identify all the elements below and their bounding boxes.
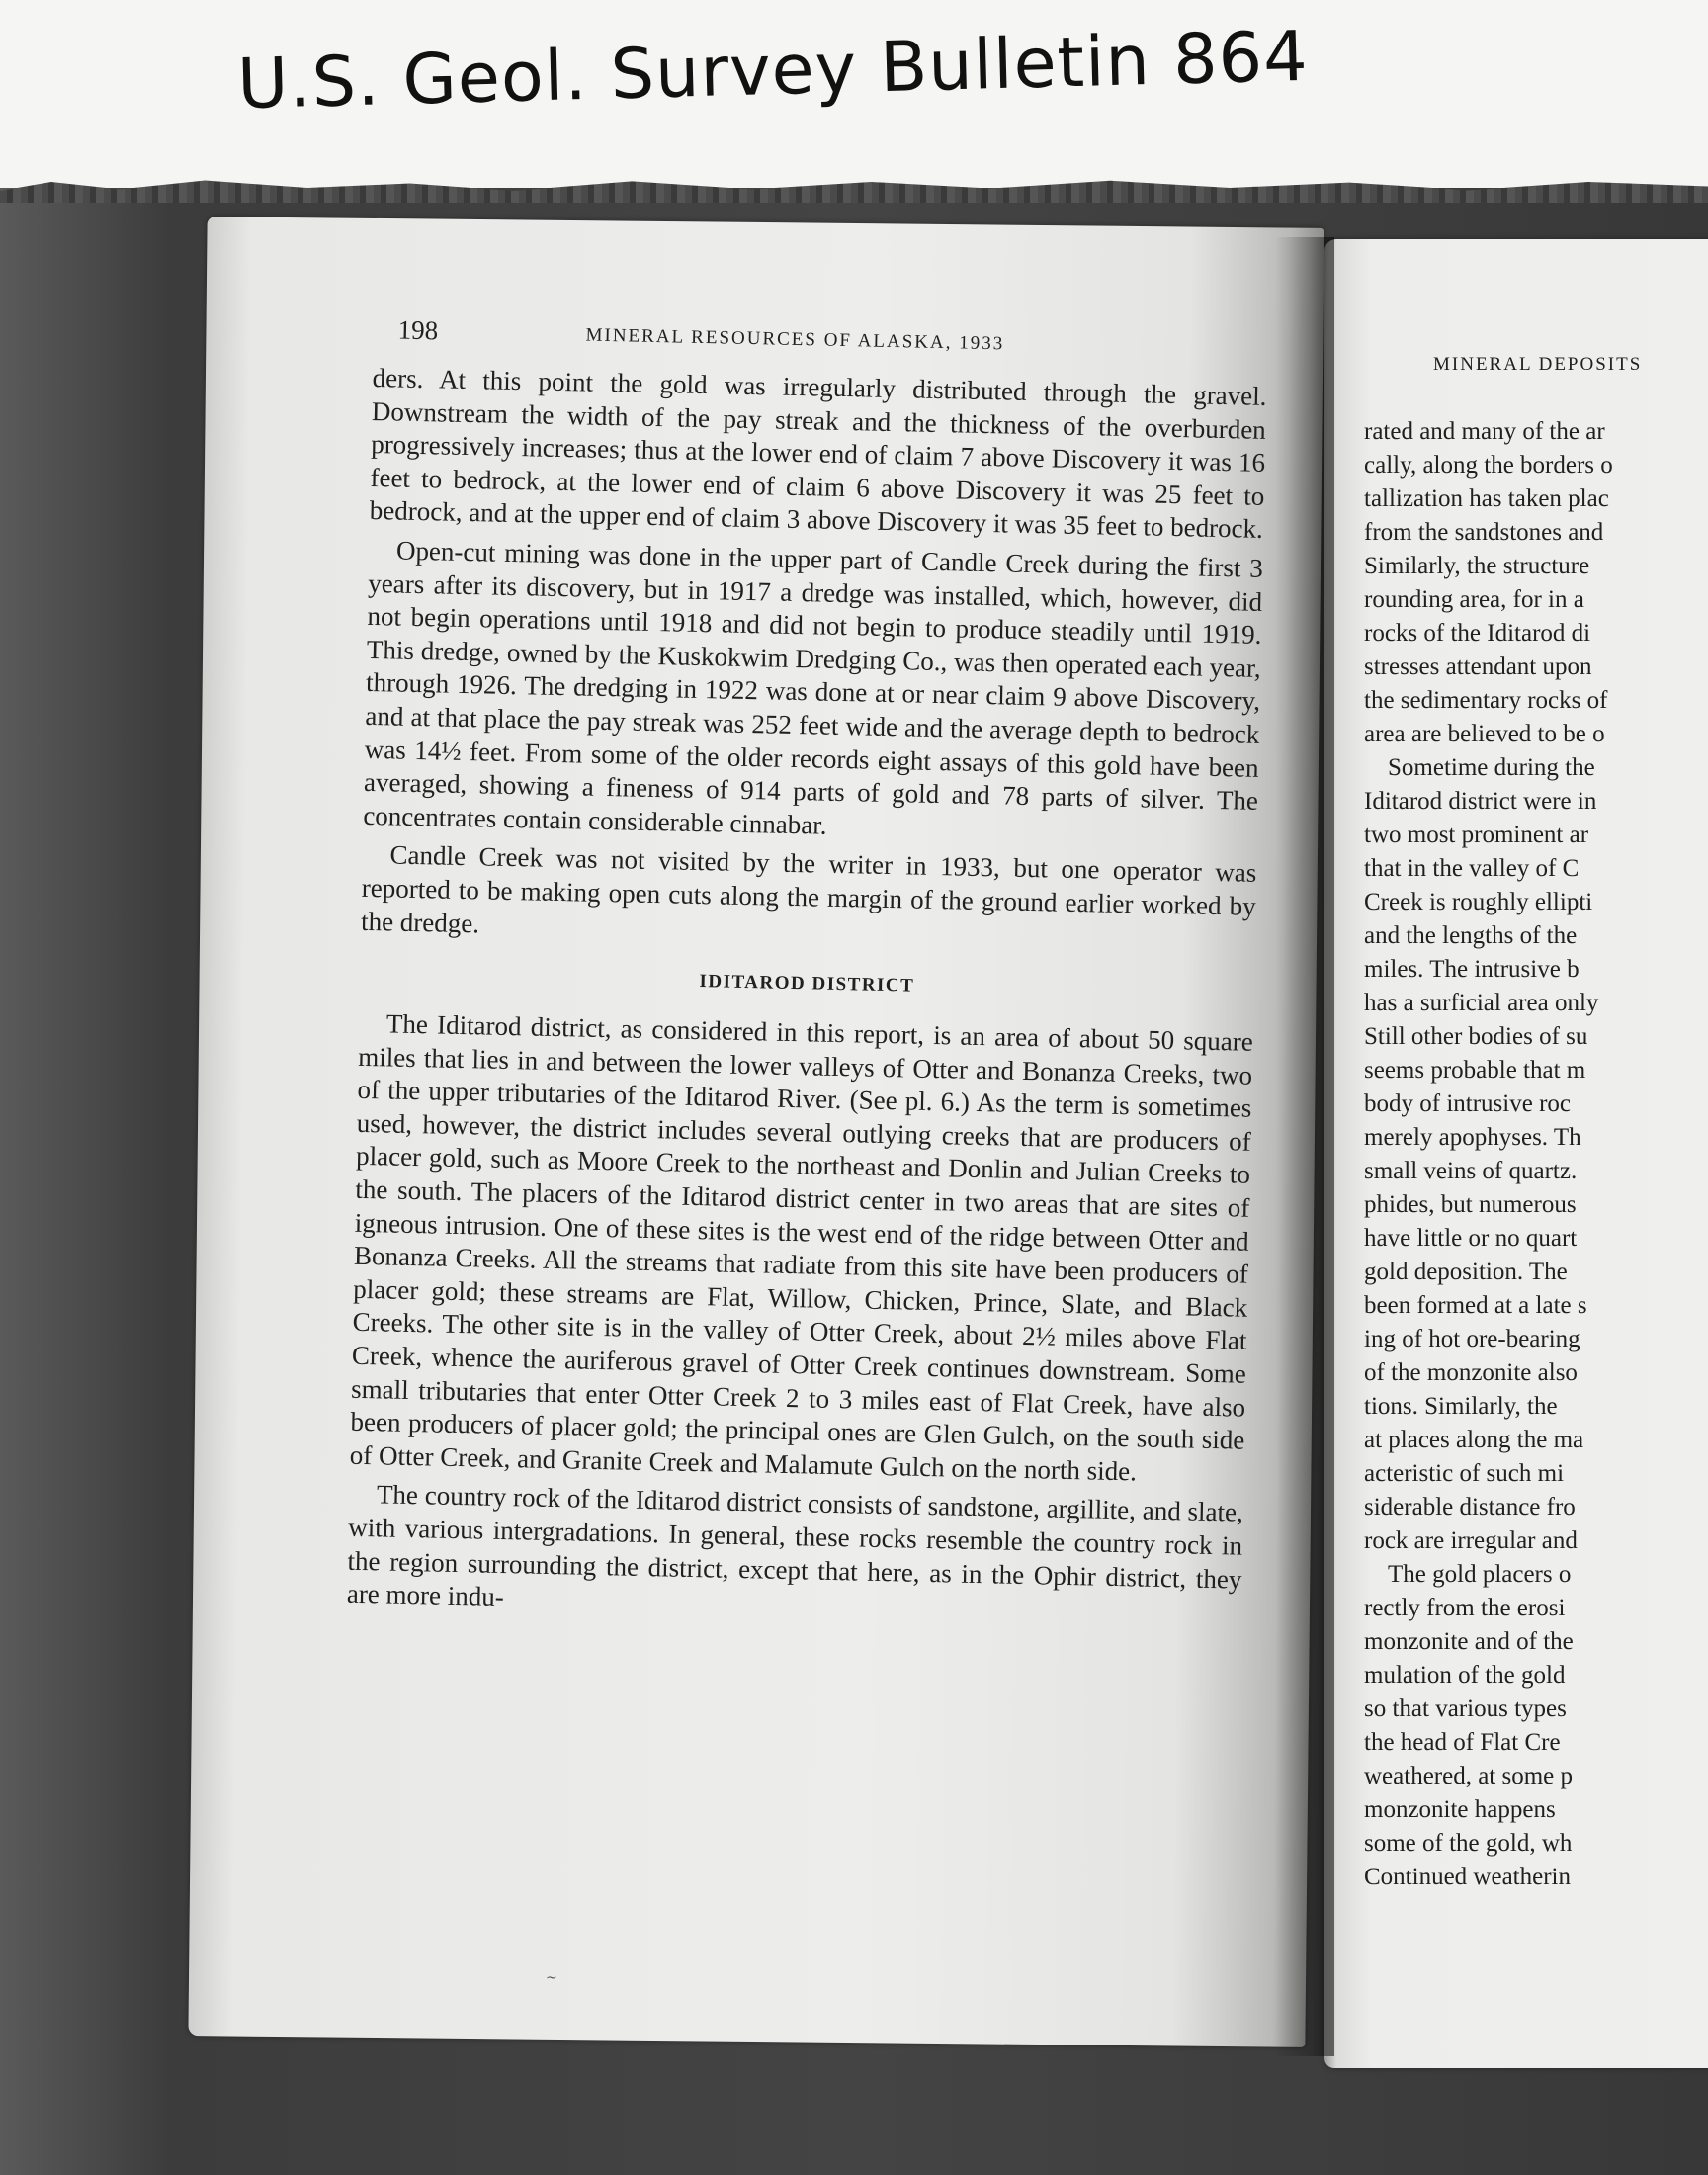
paragraph-3: Candle Creek was not visited by the writer in 1933, but one operator was reported to be making open cuts along the margin of the ground earlier worked by the dredge. bbox=[360, 839, 1257, 938]
running-head-title: MINERAL RESOURCES OF ALASKA, 1933 bbox=[585, 324, 1005, 355]
right-page-line: Iditarod district were in bbox=[1364, 788, 1597, 815]
binding-shadow bbox=[1275, 237, 1334, 2056]
right-page-line: the head of Flat Cre bbox=[1364, 1729, 1561, 1756]
right-page-line: body of intrusive roc bbox=[1364, 1090, 1571, 1117]
right-page-line: so that various types bbox=[1364, 1696, 1567, 1722]
right-page-line: that in the valley of C bbox=[1364, 855, 1580, 882]
right-page-lines bbox=[1364, 415, 1708, 1894]
right-page-line: rectly from the erosi bbox=[1364, 1595, 1566, 1621]
page-number: 198 bbox=[397, 314, 439, 346]
right-page-line: has a surficial area only bbox=[1364, 990, 1599, 1016]
right-running-head: MINERAL DEPOSITS bbox=[1433, 354, 1643, 375]
right-page-line: ing of hot ore-bearing bbox=[1364, 1326, 1580, 1352]
right-page-text bbox=[1364, 354, 1708, 1896]
paragraph-2: Open-cut mining was done in the upper part of Candle Creek during the first 3 years after its discovery, but in 1917 a dredge was installed, which, however, did not begin operations until 1918 and did not begin to produce steadily until 1919. This dredge, owned by the Kuskokwim Dredging Co., was then operated each year, through 1926. The dredging in 1922 was done at or near claim 9 above Discovery, and at that place the pay streak was 252 feet wide and the average depth to bedrock was 14½ feet. From some of the older records eight assays of this gold have been averaged, showing a fineness of 914 parts of gold and 78 parts of silver. The concentrates contain considerable cinnabar. bbox=[363, 535, 1264, 840]
right-page-line: The gold placers o bbox=[1388, 1561, 1572, 1588]
right-page-line: some of the gold, wh bbox=[1364, 1830, 1573, 1857]
right-page-line: mulation of the gold bbox=[1364, 1662, 1566, 1689]
right-page-line: at places along the ma bbox=[1364, 1427, 1584, 1453]
right-page-line: Creek is roughly ellipti bbox=[1364, 889, 1593, 915]
section-heading: IDITAROD DISTRICT bbox=[699, 971, 915, 997]
right-page-line: the sedimentary rocks of bbox=[1364, 687, 1608, 714]
right-page-line: rated and many of the ar bbox=[1364, 418, 1605, 445]
right-page-line: and the lengths of the bbox=[1364, 922, 1578, 949]
right-page-line: acteristic of such mi bbox=[1364, 1460, 1565, 1487]
left-page-text bbox=[346, 314, 1267, 1635]
right-page-line: phides, but numerous bbox=[1364, 1191, 1577, 1218]
right-page-line: been formed at a late s bbox=[1364, 1292, 1587, 1319]
right-page-line: tallization has taken plac bbox=[1364, 485, 1609, 512]
right-page-line: rock are irregular and bbox=[1364, 1527, 1578, 1554]
section-paragraph-1: The Iditarod district, as considered in this report, is an area of about 50 square miles that lies in and between the lower valleys of Otter and Bonanza Creeks, two of the upper tributaries of the Iditarod River. (See pl. 6.) As the term is sometimes used, however, the district includes several outlying creeks that are producers of placer gold, such as Moore Creek to the northeast and Donlin and Julian Creeks to the south. The placers of the Iditarod district center in two areas that are sites of igneous intrusion. One of these sites is the west end of the ridge between Otter and Bonanza Creeks. All the streams that radiate from this site have been producers of placer gold; these streams are Flat, Willow, Chicken, Prince, Slate, and Black Creeks. The other site is in the valley of Otter Creek, about 2½ miles above Flat Creek, whence the auriferous gravel of Otter Creek continues downstream. Some small tributaries that enter Otter Creek 2 to 3 miles east of Flat Creek, have also been producers of placer gold; the principal ones are Glen Gulch, on the south side of Otter Creek, and Granite Creek and Malamute Gulch on the north side. bbox=[349, 1008, 1254, 1487]
right-page-line: rounding area, for in a bbox=[1364, 586, 1584, 613]
right-page-line: Similarly, the structure bbox=[1364, 553, 1590, 579]
right-page-line: rocks of the Iditarod di bbox=[1364, 620, 1591, 647]
right-page-line: weathered, at some p bbox=[1364, 1763, 1574, 1789]
right-page-line: merely apophyses. Th bbox=[1364, 1124, 1581, 1151]
right-page-line: cally, along the borders o bbox=[1364, 452, 1613, 478]
right-page-line: monzonite happens bbox=[1364, 1796, 1556, 1823]
right-page-line: Continued weatherin bbox=[1364, 1864, 1571, 1890]
right-page-line: gold deposition. The bbox=[1364, 1259, 1568, 1285]
handwritten-note: U.S. Geol. Survey Bulletin 864 bbox=[236, 15, 1310, 126]
right-page-line: two most prominent ar bbox=[1364, 822, 1589, 848]
right-page-line: stresses attendant upon bbox=[1364, 653, 1592, 680]
scan-speck: ~ bbox=[546, 1970, 557, 1986]
right-page-line: have little or no quart bbox=[1364, 1225, 1578, 1252]
right-page-line: Sometime during the bbox=[1388, 754, 1595, 781]
right-page-line: seems probable that m bbox=[1364, 1057, 1586, 1084]
right-page-line: siderable distance fro bbox=[1364, 1494, 1576, 1521]
right-page-line: tions. Similarly, the bbox=[1364, 1393, 1558, 1420]
paragraph-1: ders. At this point the gold was irregularly distributed through the gravel. Downstream the width of the pay streak and the thickness of the overburden progressively increases; thus at the lower end of claim 7 above Discovery it was 16 feet to bedrock, at the lower end of claim 6 above Discovery it was 25 feet to bedrock, and at the upper end of claim 3 above Discovery it was 35 feet to bedrock. bbox=[369, 362, 1267, 545]
right-page-line: of the monzonite also bbox=[1364, 1359, 1578, 1386]
right-page-line: monzonite and of the bbox=[1364, 1628, 1574, 1655]
right-page-line: small veins of quartz. bbox=[1364, 1158, 1578, 1184]
section-paragraph-2: The country rock of the Iditarod district consists of sandstone, argillite, and slate, with various intergradations. In general, these rocks resemble the country rock in the region surrounding the district, except that here, as in the Ophir district, they are more indu- bbox=[346, 1479, 1244, 1612]
right-page-line: miles. The intrusive b bbox=[1364, 956, 1580, 983]
right-page-line: Still other bodies of su bbox=[1364, 1023, 1588, 1050]
right-page-line: area are believed to be o bbox=[1364, 721, 1605, 747]
right-page-line: from the sandstones and bbox=[1364, 519, 1604, 546]
